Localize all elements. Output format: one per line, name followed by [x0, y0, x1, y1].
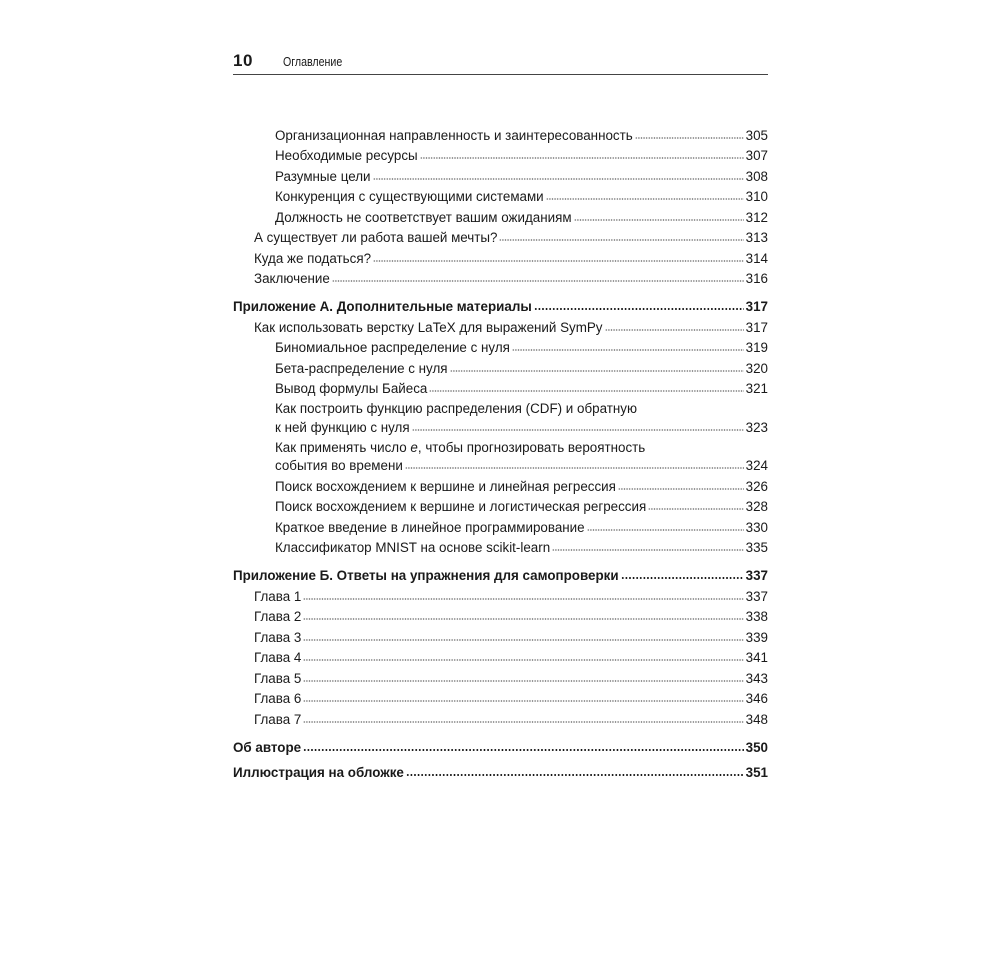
toc-page-number: 324 — [745, 458, 768, 473]
dot-leader — [406, 773, 744, 777]
dot-leader — [332, 279, 744, 283]
toc-section[interactable]: Глава 7 348 — [254, 711, 768, 727]
toc-entry-line: Как построить функцию распределения (CDF) и обратную — [275, 401, 637, 416]
dot-leader — [429, 389, 743, 393]
dot-leader — [587, 528, 744, 532]
dot-leader — [303, 638, 743, 642]
toc-page-number: 323 — [745, 419, 768, 435]
toc-entry[interactable]: Поиск восхождением к вершине и линейная регрессия 326 — [275, 478, 768, 494]
toc-entry[interactable]: Разумные цели 308 — [275, 168, 768, 184]
dot-leader — [605, 328, 744, 332]
dot-leader — [450, 369, 744, 373]
toc-page-number: 310 — [745, 189, 768, 204]
dot-leader — [405, 466, 744, 470]
toc-entry-line: Как применять число e , чтобы прогнозировать вероятность — [275, 439, 646, 455]
toc-page-number: 307 — [745, 148, 768, 163]
toc-chapter-cover[interactable]: Иллюстрация на обложке 351 — [233, 765, 768, 780]
toc-page-number: 341 — [745, 650, 768, 665]
dot-leader — [412, 428, 744, 432]
toc-section[interactable]: Глава 1 337 — [254, 588, 768, 604]
toc-page-number: 350 — [745, 739, 768, 755]
running-title: Оглавление — [283, 55, 343, 69]
toc-entry[interactable]: Биномиальное распределение с нуля 319 — [275, 340, 768, 355]
dot-leader — [546, 197, 744, 201]
toc-page-number: 317 — [745, 299, 768, 314]
toc-chapter-appendix-a[interactable]: Приложение А. Дополнительные материалы 317 — [233, 299, 768, 314]
toc-entry[interactable]: Должность не соответствует вашим ожиданиям 312 — [275, 209, 768, 225]
toc-section[interactable]: Как использовать верстку LaTeX для выражений SymPy 317 — [254, 319, 768, 335]
toc-page-number: 330 — [745, 519, 768, 535]
toc-section[interactable]: Глава 4 341 — [254, 650, 768, 665]
dot-leader — [534, 307, 744, 311]
toc-section[interactable]: Куда же податься? 314 — [254, 250, 768, 266]
toc-entry[interactable]: Конкуренция с существующими системами 310 — [275, 189, 768, 204]
toc-page-number: 351 — [745, 765, 768, 780]
dot-leader — [303, 617, 743, 621]
toc-entry-cdf[interactable]: Как построить функцию распределения (CDF) и обратную к ней функцию с нуля 323 — [233, 396, 768, 435]
dot-leader — [574, 218, 744, 222]
toc-entry[interactable]: Краткое введение в линейное программирование 330 — [275, 519, 768, 535]
toc-page-number: 308 — [745, 168, 768, 184]
toc-section[interactable]: А существует ли работа вашей мечты? 313 — [254, 230, 768, 245]
toc-page-number: 328 — [745, 499, 768, 514]
toc-chapter-about-author[interactable]: Об авторе 350 — [233, 739, 768, 755]
toc-page-number: 321 — [745, 381, 768, 396]
dot-leader — [499, 238, 743, 242]
toc-page-number: 348 — [745, 711, 768, 727]
dot-leader — [303, 597, 743, 601]
toc-entry[interactable]: Поиск восхождением к вершине и логистическая регрессия 328 — [275, 499, 768, 514]
dot-leader — [373, 177, 744, 181]
toc-page-number: 305 — [745, 127, 768, 143]
dot-leader — [303, 720, 743, 724]
toc-page-number: 314 — [745, 250, 768, 266]
toc-page-number: 335 — [745, 540, 768, 555]
toc-page-number: 313 — [745, 230, 768, 245]
toc-section[interactable]: Заключение 316 — [254, 271, 768, 286]
toc-page-number: 343 — [745, 670, 768, 686]
toc-page-number: 319 — [745, 340, 768, 355]
toc-page-number: 317 — [745, 319, 768, 335]
toc-page-number: 337 — [745, 568, 768, 583]
toc-entry[interactable]: Вывод формулы Байеса 321 — [275, 381, 768, 396]
toc-section[interactable]: Глава 5 343 — [254, 670, 768, 686]
dot-leader — [303, 658, 743, 662]
page-header — [233, 50, 768, 75]
table-of-contents — [233, 122, 768, 780]
page-number: 10 — [233, 51, 253, 70]
dot-leader — [303, 679, 743, 683]
toc-chapter-appendix-b[interactable]: Приложение Б. Ответы на упражнения для самопроверки 337 — [233, 568, 768, 583]
dot-leader — [648, 507, 743, 511]
toc-page-number: 320 — [745, 360, 768, 376]
dot-leader — [303, 748, 744, 752]
dot-leader — [635, 136, 744, 140]
dot-leader — [420, 156, 744, 160]
dot-leader — [618, 487, 744, 491]
toc-section[interactable]: Глава 3 339 — [254, 629, 768, 645]
toc-entry[interactable]: Бета-распределение с нуля 320 — [275, 360, 768, 376]
toc-page-number: 316 — [745, 271, 768, 286]
dot-leader — [303, 699, 743, 703]
dot-leader — [373, 259, 744, 263]
toc-page-number: 338 — [745, 609, 768, 624]
toc-entry-e-number[interactable]: Как применять число e , чтобы прогнозировать вероятность события во времени 324 — [233, 435, 768, 474]
dot-leader — [621, 576, 744, 580]
toc-entry[interactable]: Классификатор MNIST на основе scikit-learn 335 — [275, 540, 768, 555]
toc-section[interactable]: Глава 2 338 — [254, 609, 768, 624]
toc-entry[interactable]: Организационная направленность и заинтересованность 305 — [275, 127, 768, 143]
toc-page-number: 346 — [745, 691, 768, 706]
toc-page-number: 339 — [745, 629, 768, 645]
toc-entry[interactable]: Необходимые ресурсы 307 — [275, 148, 768, 163]
toc-page-number: 337 — [745, 588, 768, 604]
toc-section[interactable]: Глава 6 346 — [254, 691, 768, 706]
dot-leader — [512, 348, 744, 352]
dot-leader — [552, 548, 744, 552]
toc-page-number: 326 — [745, 478, 768, 494]
toc-page-number: 312 — [745, 209, 768, 225]
